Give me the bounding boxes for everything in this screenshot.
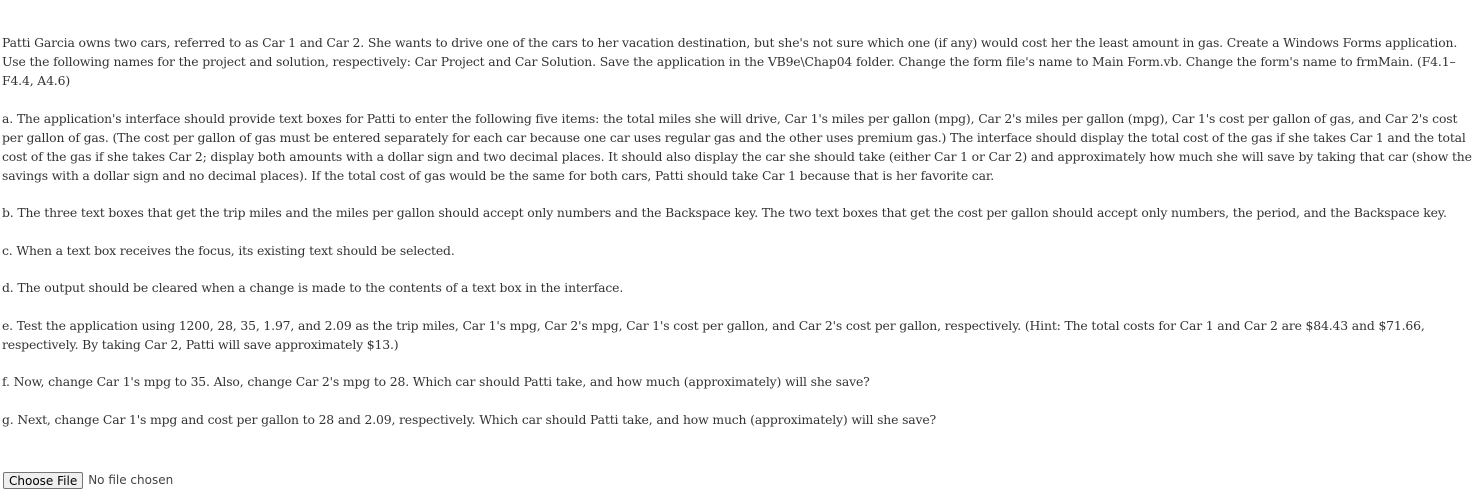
- paragraph-e: e. Test the application using 1200, 28, 35, 1.97, and 2.09 as the trip miles, Car 1's mpg, Car 2's mpg, Car 1's cost per gallon, and Car 2's cost per gallon, respectively. (Hint: The total costs for Car 1 and Car 2 are $84.43 and $71.66, respectively. By taking Car 2, Patti will save approximately $13.): [2, 317, 1425, 352]
- intro-paragraph: Patti Garcia owns two cars, referred to as Car 1 and Car 2. She wants to drive one of the cars to her vacation destination, but she's not sure which one (if any) would cost her the least amount in gas. Create a Windows Forms application. Use the following names for the project and solution, respectively: Car Project and Car Solution. Save the application in the VB9e\Chap04 folder. Change the form file's name to Main Form.vb. Change the form's name to frmMain. (F4.1–F4.4, A4.6): [2, 35, 1458, 88]
- file-input[interactable]: [3, 471, 173, 490]
- paragraph-d: d. The output should be cleared when a change is made to the contents of a text box in the interface.: [2, 280, 624, 295]
- paragraph-c: c. When a text box receives the focus, its existing text should be selected.: [2, 242, 455, 258]
- paragraph-b: b. The three text boxes that get the trip miles and the miles per gallon should accept only numbers and the Backspace key. The two text boxes that get the cost per gallon should accept only numbers, the period, and the Backspace key.: [2, 205, 1447, 220]
- paragraph-f: f. Now, change Car 1's mpg to 35. Also, change Car 2's mpg to 28. Which car should Patti take, and how much (approximately) will she save?: [2, 374, 870, 389]
- file-status-text: No file chosen: [88, 473, 174, 487]
- assignment-text: [2, 33, 1476, 447]
- choose-file-button[interactable]: Choose File: [3, 472, 83, 489]
- paragraph-a: a. The application's interface should provide text boxes for Patti to enter the following five items: the total miles she will drive, Car 1's miles per gallon (mpg), Car 2's miles per gallon (mpg), Car 1's cost per gallon of gas, and Car 2's cost per gallon of gas. (The cost per gallon of gas must be entered separately for each car because one car uses regular gas and the other uses premium gas.) The interface should display the total cost of the gas if she takes Car 1 and the total cost of the gas if she takes Car 2; display both amounts with a dollar sign and two decimal places. It should also display the car she should take (either Car 1 or Car 2) and approximately how much she will save by taking that car (show the savings with a dollar sign and no decimal places). If the total cost of gas would be the same for both cars, Patti should take Car 1 because that is her favorite car.: [2, 110, 1472, 183]
- paragraph-g: g. Next, change Car 1's mpg and cost per gallon to 28 and 2.09, respectively. Which car should Patti take, and how much (approximately) will she save?: [2, 411, 937, 427]
